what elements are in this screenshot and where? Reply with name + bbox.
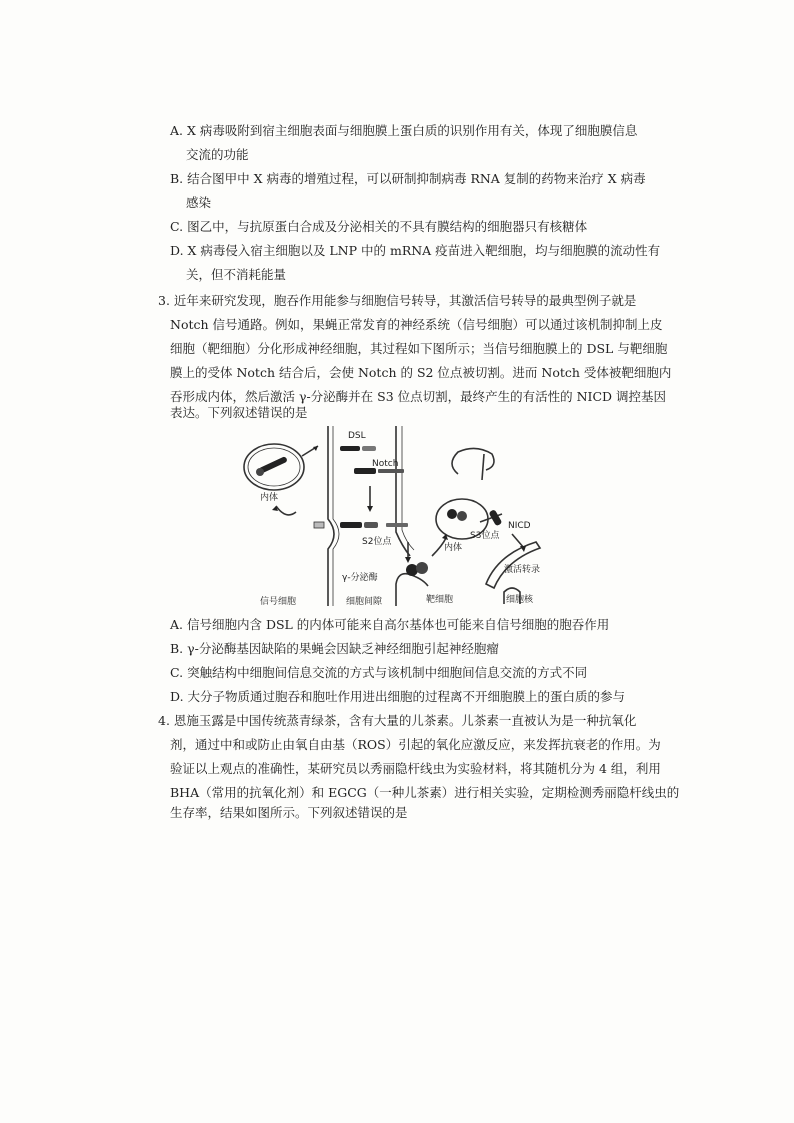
q3-stem-line6: 表达。下列叙述错误的是: [170, 405, 308, 420]
q3-stem-line1: 3. 近年来研究发现，胞吞作用能参与细胞信号转导，其激活信号转导的最典型例子就是: [158, 293, 637, 308]
q3-option-d: D. 大分子物质通过胞吞和胞吐作用进出细胞的过程离不开细胞膜上的蛋白质的参与: [170, 689, 626, 704]
q3-option-a: A. 信号细胞内含 DSL 的内体可能来自高尔基体也可能来自信号细胞的胞吞作用: [170, 617, 610, 632]
q4-stem-line3: 验证以上观点的准确性，某研究员以秀丽隐杆线虫为实验材料，将其随机分为 4 组，利用: [170, 761, 661, 776]
label-signal-cell: 信号细胞: [260, 597, 297, 607]
notch-pathway-figure: [236, 424, 556, 610]
label-s3-site: S3位点: [470, 531, 500, 541]
label-endosome-right: 内体: [444, 543, 463, 553]
label-nucleus: 细胞核: [506, 595, 534, 605]
q2-option-c: C. 图乙中，与抗原蛋白合成及分泌相关的不具有膜结构的细胞器只有核糖体: [170, 219, 588, 234]
q2-option-d-line1: D. X 病毒侵入宿主细胞以及 LNP 中的 mRNA 疫苗进入靶细胞，均与细胞膜的流动性有: [170, 243, 661, 258]
q3-stem-line3: 细胞（靶细胞）分化形成神经细胞，其过程如下图所示；当信号细胞膜上的 DSL 与靶细胞: [170, 341, 668, 356]
q4-stem-line2: 剂，通过中和或防止由氧自由基（ROS）引起的氧化应激反应，来发挥抗衰老的作用。为: [170, 737, 661, 752]
label-nicd: NICD: [508, 521, 531, 531]
q2-option-a-line2: 交流的功能: [186, 147, 249, 162]
label-target-cell: 靶细胞: [426, 595, 454, 605]
label-dsl: DSL: [348, 431, 366, 441]
q3-stem-line5: 吞形成内体，然后激活 γ-分泌酶并在 S3 位点切割，最终产生的有活性的 NICD 调控基因: [170, 389, 667, 404]
q2-option-a-line1: A. X 病毒吸附到宿主细胞表面与细胞膜上蛋白质的识别作用有关，体现了细胞膜信息: [170, 123, 638, 138]
q3-stem-line2: Notch 信号通路。例如，果蝇正常发育的神经系统（信号细胞）可以通过该机制抑制上皮: [170, 317, 663, 332]
label-intercellular-gap: 细胞间隙: [346, 597, 383, 607]
q4-stem-line4: BHA（常用的抗氧化剂）和 EGCG（一种儿茶素）进行相关实验，定期检测秀丽隐杆线虫的: [170, 785, 680, 800]
label-gamma-secretase: γ-分泌酶: [342, 573, 378, 583]
label-endosome-left: 内体: [260, 493, 279, 503]
q4-stem-line1: 4. 恩施玉露是中国传统蒸青绿茶，含有大量的儿茶素。儿茶素一直被认为是一种抗氧化: [158, 713, 637, 728]
label-notch: Notch: [372, 459, 399, 469]
label-s2-site: S2位点: [362, 537, 392, 547]
q3-stem-line4: 膜上的受体 Notch 结合后，会使 Notch 的 S2 位点被切割。进而 Notch 受体被靶细胞内: [170, 365, 672, 380]
q2-option-b-line1: B. 结合图甲中 X 病毒的增殖过程，可以研制抑制病毒 RNA 复制的药物来治疗 X 病毒: [170, 171, 646, 186]
q3-option-b: B. γ-分泌酶基因缺陷的果蝇会因缺乏神经细胞引起神经胞瘤: [170, 641, 499, 656]
q2-option-d-line2: 关，但不消耗能量: [186, 267, 287, 282]
label-activate-transcription: 激活转录: [504, 565, 541, 575]
q3-option-c: C. 突触结构中细胞间信息交流的方式与该机制中细胞间信息交流的方式不同: [170, 665, 588, 680]
q2-option-b-line2: 感染: [186, 195, 212, 210]
q4-stem-line5: 生存率，结果如图所示。下列叙述错误的是: [170, 805, 408, 820]
